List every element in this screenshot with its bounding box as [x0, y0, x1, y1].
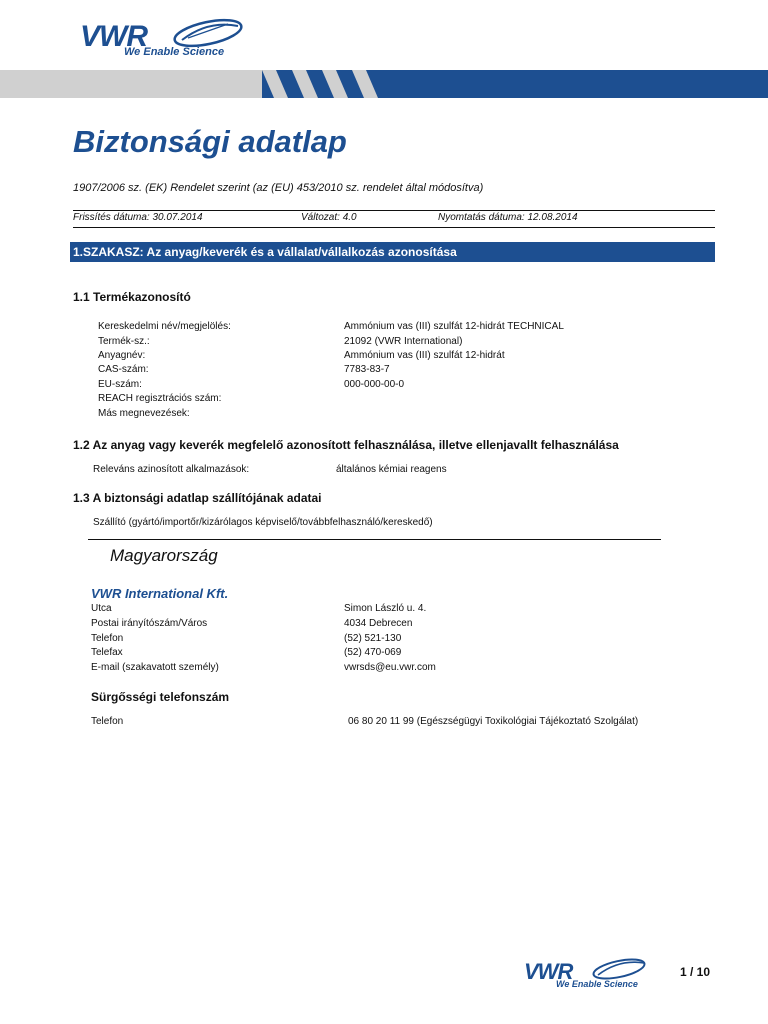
contact-label: Utca	[91, 603, 112, 614]
meta-bottom-rule	[73, 227, 715, 228]
product-label: Más megnevezések:	[98, 408, 190, 419]
vwr-logo	[80, 18, 250, 63]
section-1-header: 1.SZAKASZ: Az anyag/keverék és a vállalat/vállalkozás azonosítása	[70, 242, 715, 262]
version: Változat: 4.0	[301, 212, 357, 223]
contact-label: E-mail (szakavatott személy)	[91, 662, 219, 673]
product-label: EU-szám:	[98, 379, 142, 390]
product-label: Kereskedelmi név/megjelölés:	[98, 321, 231, 332]
product-label: CAS-szám:	[98, 364, 149, 375]
emergency-value: 06 80 20 11 99 (Egészségügyi Toxikológiai Tájékoztató Szolgálat)	[348, 716, 639, 727]
document-title: Biztonsági adatlap	[73, 124, 347, 159]
contact-value: (52) 521-130	[344, 633, 402, 644]
contact-label: Telefon	[91, 633, 124, 644]
product-label: Termék-sz.:	[98, 336, 150, 347]
emergency-title: Sürgősségi telefonszám	[91, 690, 230, 704]
footer-logo-wordmark: VWR	[524, 959, 573, 984]
product-value: 000-000-00-0	[344, 379, 405, 390]
supplier-rule	[88, 539, 661, 540]
band-chevron-icon	[262, 70, 382, 98]
emergency-label: Telefon	[91, 716, 124, 727]
product-label: Anyagnév:	[98, 350, 146, 361]
header-band	[0, 70, 768, 98]
product-value: Ammónium vas (III) szulfát 12-hidrát TECHNICAL	[344, 321, 564, 332]
supplier-caption: Szállító (gyártó/importőr/kizárólagos képviselő/továbbfelhasználó/kereskedő)	[93, 517, 433, 528]
use-value: általános kémiai reagens	[336, 464, 447, 475]
subsection-1-3-title: 1.3 A biztonsági adatlap szállítójának adatai	[73, 491, 322, 505]
footer-logo-swoosh-icon	[588, 957, 650, 981]
country-name: Magyarország	[110, 546, 218, 565]
use-label: Releváns azinosított alkalmazások:	[93, 464, 250, 475]
subsection-1-2-title: 1.2 Az anyag vagy keverék megfelelő azonosított felhasználása, illetve ellenjavallt felhasználása	[73, 438, 619, 452]
regulation-note: 1907/2006 sz. (EK) Rendelet szerint (az (EU) 453/2010 sz. rendelet által módosítva)	[73, 182, 484, 194]
contact-value: Simon László u. 4.	[344, 603, 427, 614]
subsection-1-1-title: 1.1 Termékazonosító	[73, 290, 191, 304]
logo-swoosh-icon	[168, 18, 248, 48]
logo-tagline: We Enable Science	[124, 46, 225, 58]
print-date: Nyomtatás dátuma: 12.08.2014	[438, 212, 578, 223]
product-label: REACH regisztrációs szám:	[98, 393, 222, 404]
product-value: 7783-83-7	[344, 364, 390, 375]
product-value: Ammónium vas (III) szulfát 12-hidrát	[344, 350, 505, 361]
page-number: 1 / 10	[680, 965, 711, 979]
contact-label: Postai irányítószám/Város	[91, 618, 208, 629]
meta-top-rule	[73, 210, 715, 211]
contact-label: Telefax	[91, 647, 123, 658]
footer-logo-tagline: We Enable Science	[556, 979, 638, 989]
revision-date: Frissítés dátuma: 30.07.2014	[73, 212, 203, 223]
contact-value: 4034 Debrecen	[344, 618, 413, 629]
footer-vwr-logo	[524, 957, 654, 993]
product-value: 21092 (VWR International)	[344, 336, 463, 347]
contact-value: (52) 470-069	[344, 647, 402, 658]
contact-email[interactable]: vwrsds@eu.vwr.com	[344, 662, 436, 673]
company-name: VWR International Kft.	[91, 586, 229, 601]
logo-wordmark: VWR	[80, 20, 147, 53]
